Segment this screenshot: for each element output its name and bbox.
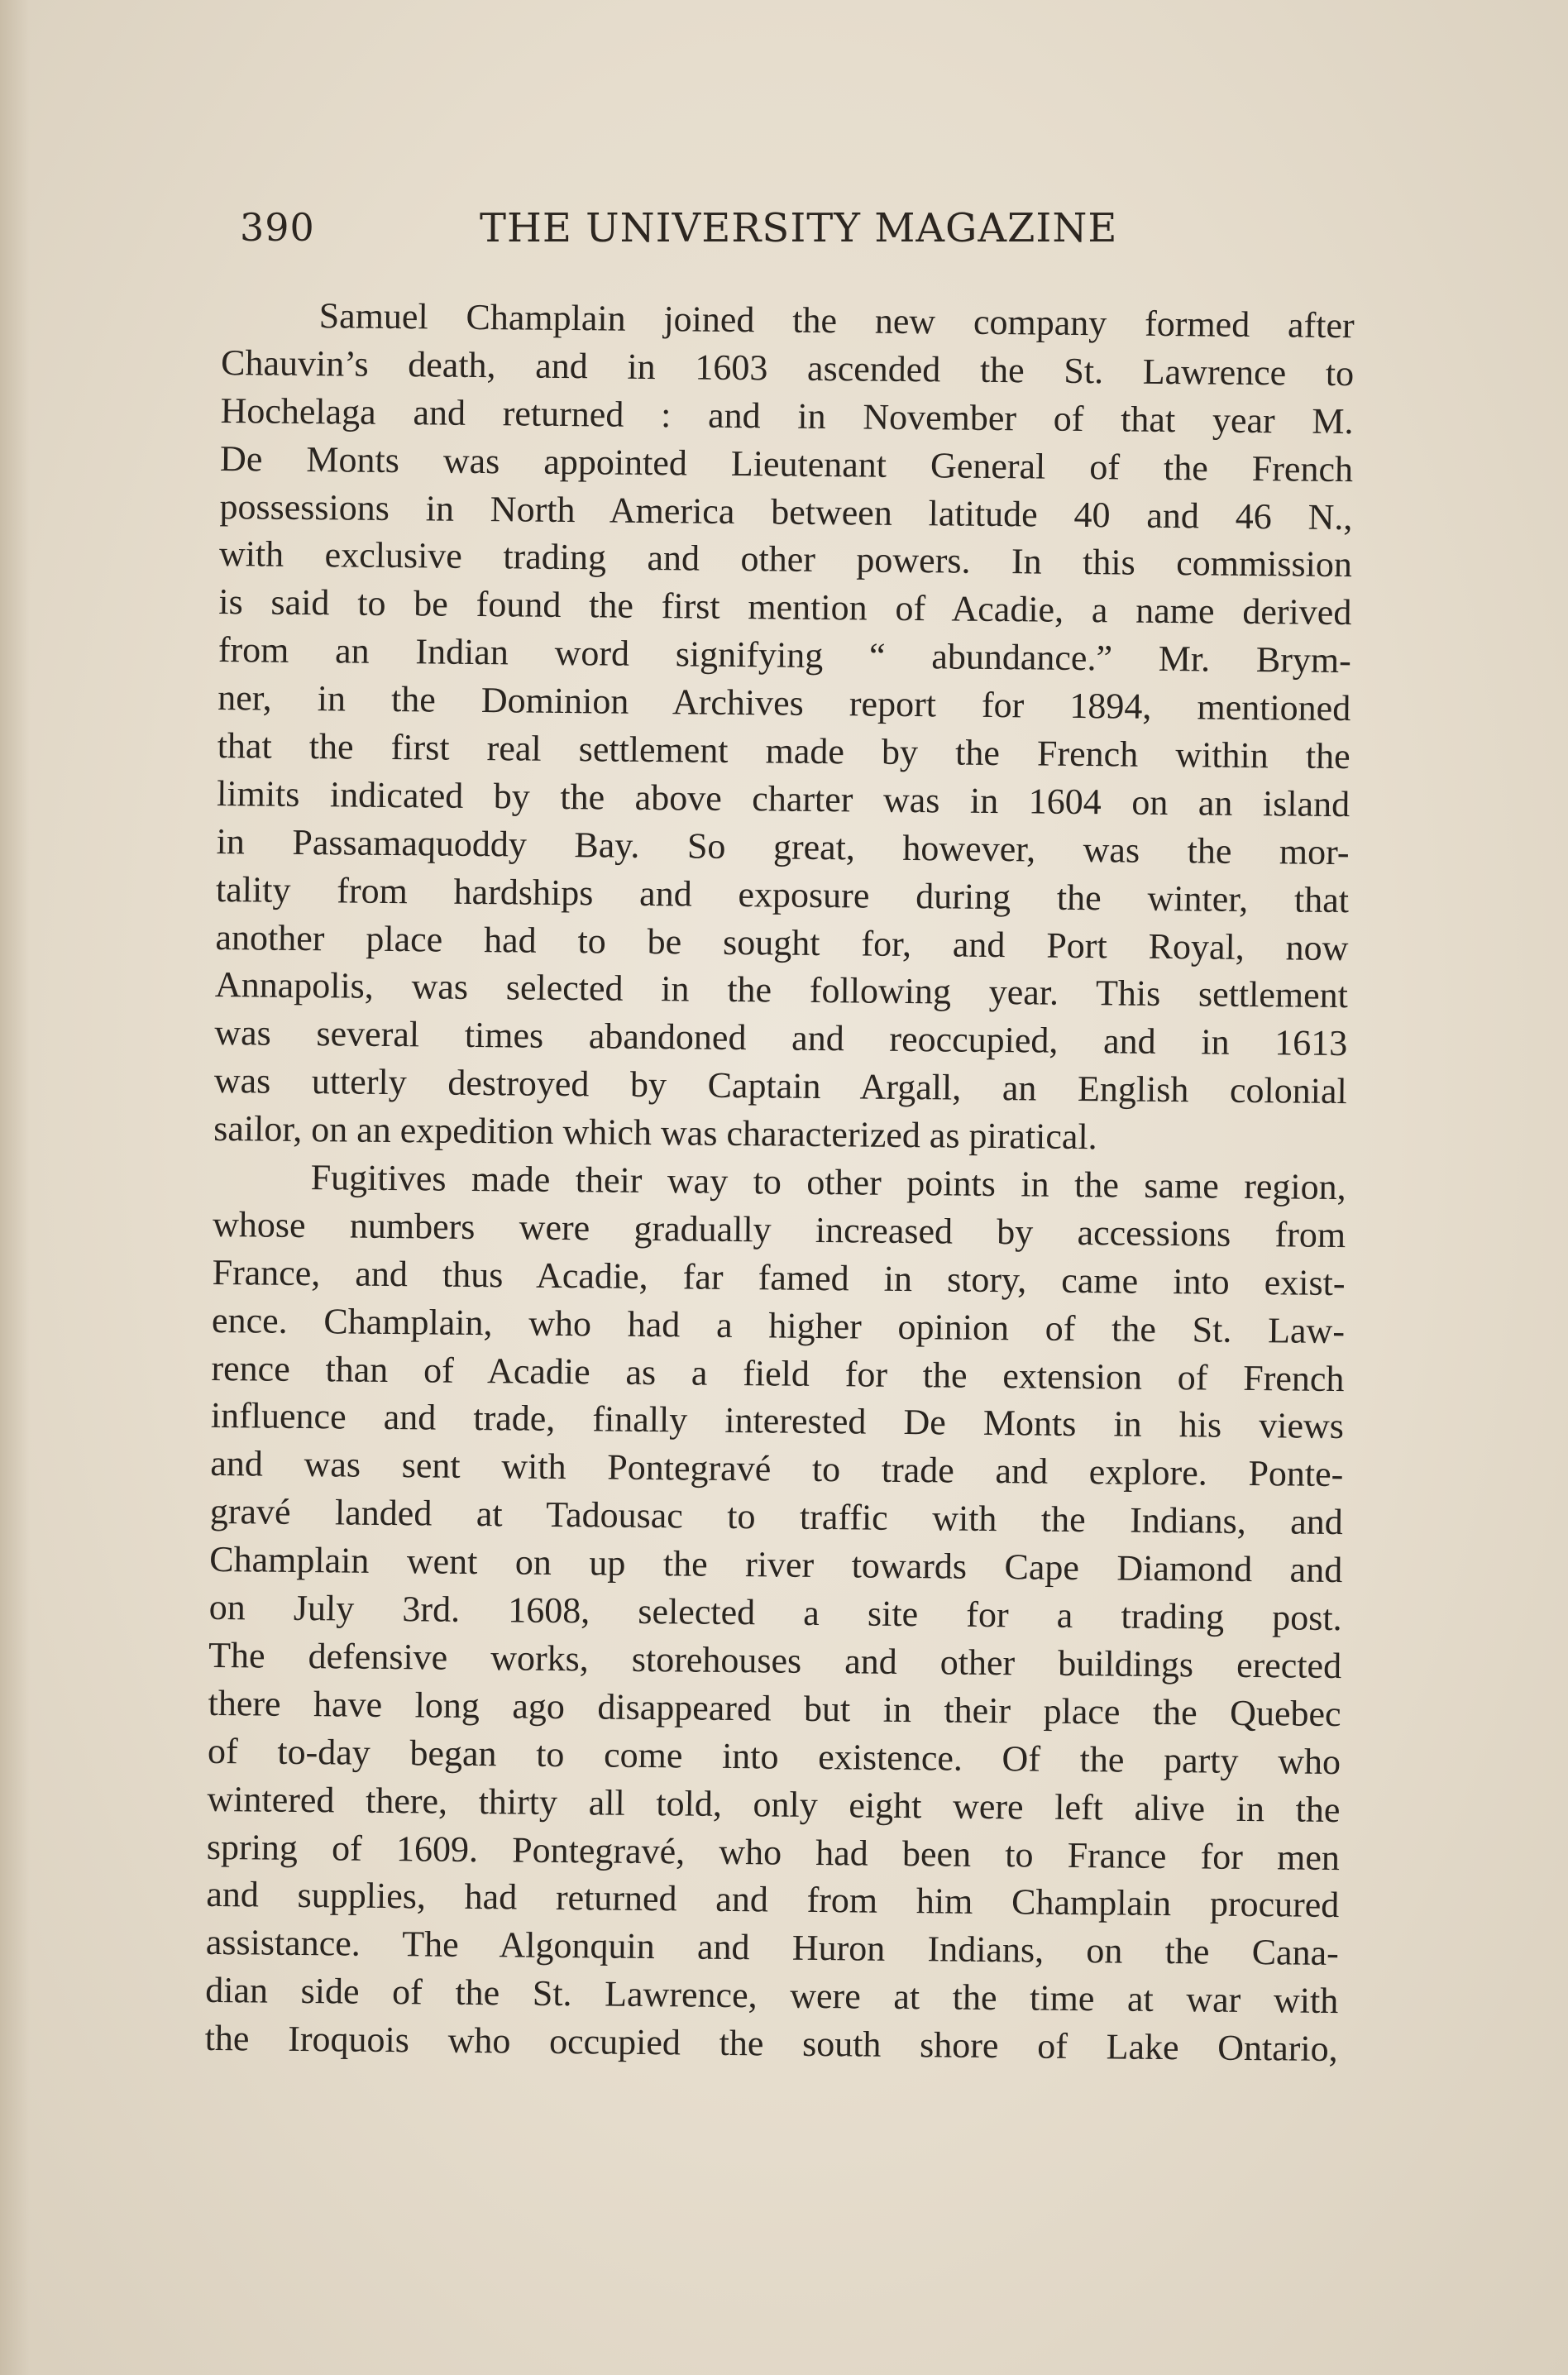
text-line: Fugitives made their way to other points in the same region, xyxy=(310,1157,1346,1208)
text-line: there have long ago disappeared but in their place the Quebec xyxy=(208,1682,1341,1734)
running-head xyxy=(240,205,1125,263)
text-line: De Monts was appointed Lieutenant General of the French xyxy=(219,437,1354,490)
body-text xyxy=(204,291,1354,2073)
text-line: on July 3rd. 1608, selected a site for a trading post. xyxy=(208,1586,1342,1639)
text-line: gravé landed at Tadousac to traffic with the Indians, and xyxy=(209,1491,1344,1543)
text-line: whose numbers were gradually increased by accessions from xyxy=(212,1203,1346,1256)
text-line: rence than of Acadie as a field for the extension of French xyxy=(211,1347,1345,1399)
text-line: the Iroquois who occupied the south shore of Lake Ontario, xyxy=(204,2017,1338,2070)
paragraph xyxy=(204,1153,1346,2073)
page-number: 390 xyxy=(240,205,315,250)
text-line: wintered there, thirty all told, only eight were left alive in the xyxy=(207,1778,1341,1830)
text-line: assistance. The Algonquin and Huron Indians, on the Cana- xyxy=(205,1922,1340,1974)
text-line: possessions in North America between latitude 40 and 46 N., xyxy=(219,485,1353,538)
text-line: from an Indian word signifying “ abundance.” Mr. Brym- xyxy=(218,629,1352,681)
text-line: with exclusive trading and other powers. In this commission xyxy=(218,533,1353,585)
text-line: ner, in the Dominion Archives report for 1894, mentioned xyxy=(218,677,1351,729)
text-line: Annapolis, was selected in the following year. This settlement xyxy=(214,964,1349,1016)
text-line: dian side of the St. Lawrence, were at the time at war with xyxy=(205,1970,1339,2022)
text-line: that the first real settlement made by the French within the xyxy=(217,724,1350,777)
paragraph xyxy=(213,291,1355,1164)
text-line: France, and thus Acadie, far famed in story, came into exist- xyxy=(212,1251,1346,1303)
text-line: ence. Champlain, who had a higher opinion of the St. Law- xyxy=(211,1299,1346,1351)
text-line: another place had to be sought for, and Port Royal, now xyxy=(215,916,1349,968)
text-line: is said to be found the first mention of Acadie, a name derived xyxy=(218,581,1352,633)
text-line: The defensive works, storehouses and other buildings erected xyxy=(208,1634,1342,1687)
text-line: spring of 1609. Pontegravé, who had been to France for men xyxy=(206,1826,1341,1878)
text-line: limits indicated by the above charter was in 1604 on an island xyxy=(216,772,1350,825)
text-line: and was sent with Pontegravé to trade and explore. Ponte- xyxy=(210,1443,1344,1495)
text-line: Samuel Champlain joined the new company formed after xyxy=(318,295,1355,346)
page-gutter-shadow xyxy=(0,0,30,2375)
text-line: in Passamaquoddy Bay. So great, however, was the mor- xyxy=(216,820,1350,872)
text-line: sailor, on an expedition which was characterized as piratical. xyxy=(213,1108,1097,1158)
text-line: tality from hardships and exposure during the winter, that xyxy=(215,868,1350,920)
running-title: THE UNIVERSITY MAGAZINE xyxy=(480,205,1118,251)
text-line: influence and trade, finally interested De Monts in his views xyxy=(210,1395,1345,1447)
text-line: of to-day began to come into existence. Of the party who xyxy=(207,1730,1341,1782)
text-line: Chauvin’s death, and in 1603 ascended the St. Lawrence to xyxy=(220,342,1355,394)
text-line: Champlain went on up the river towards Cape Diamond and xyxy=(209,1539,1343,1591)
text-line: was several times abandoned and reoccupied, and in 1613 xyxy=(214,1012,1348,1064)
text-line: and supplies, had returned and from him Champlain procured xyxy=(206,1874,1340,1926)
text-line: was utterly destroyed by Captain Argall, an English colonial xyxy=(213,1060,1348,1112)
text-line: Hochelaga and returned : and in November of that year M. xyxy=(220,389,1354,442)
